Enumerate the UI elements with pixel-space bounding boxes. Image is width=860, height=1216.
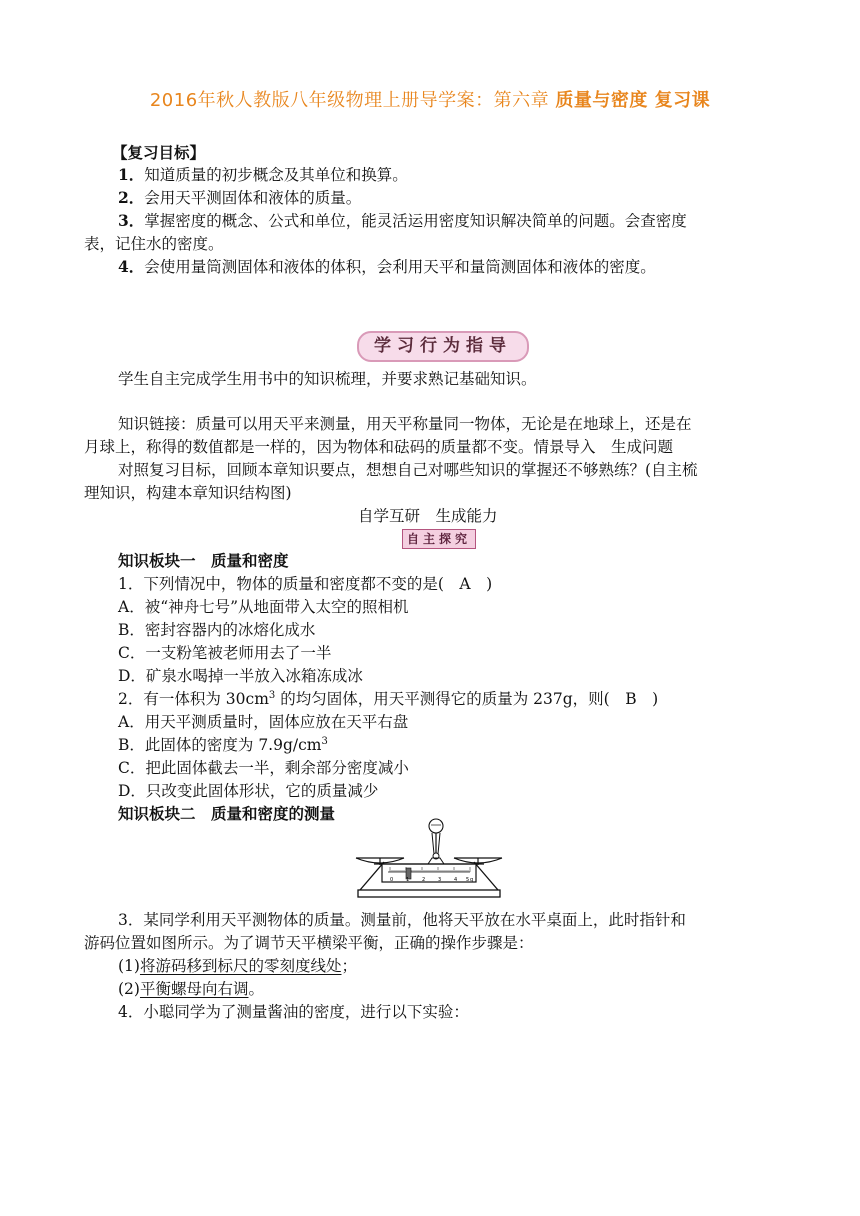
goal-item-2: 2．会用天平测固体和液体的质量。: [118, 188, 362, 207]
scale-tick-2: 2: [422, 877, 426, 883]
guide-link-line-2: 月球上，称得的数值都是一样的，因为物体和砝码的质量都不变。情景导入 生成问题: [84, 438, 674, 456]
guide-review-line-1: 对照复习目标，回顾本章知识要点，想想自己对哪些知识的掌握还不够熟练？(自主梳: [118, 461, 698, 479]
module2-heading: 知识板块二 质量和密度的测量: [118, 805, 336, 823]
question-4-stem: 4．小聪同学为了测量酱油的密度，进行以下实验：: [118, 1003, 469, 1021]
question-3-line-2: 游码位置如图所示。为了调节天平横梁平衡，正确的操作步骤是：: [84, 934, 534, 952]
scale-tick-1: 1: [406, 877, 410, 883]
module1-heading: 知识板块一 质量和密度: [118, 552, 289, 570]
question-3-step-2: (2)平衡螺母向右调。: [118, 980, 264, 998]
study-guide-banner: 学习行为指导: [357, 331, 529, 362]
question-1-option-a: A．被“神舟七号”从地面带入太空的照相机: [118, 598, 409, 616]
question-2-option-b: B．此固体的密度为 $7.9g/cm^3$: [118, 735, 328, 754]
question-1-option-c: C．一支粉笔被老师用去了一半: [118, 644, 332, 662]
balance-scale-figure: [354, 818, 504, 902]
scale-unit: g: [470, 877, 474, 883]
scale-tick-3: 3: [438, 877, 442, 883]
question-2-option-d: D．只改变此固体形状，它的质量减少: [118, 782, 379, 800]
question-1-option-d: D．矿泉水喝掉一半放入冰箱冻成冰: [118, 667, 363, 685]
self-explore-tag: 自主探究: [402, 529, 476, 549]
goal-item-4: 4．会使用量筒测固体和液体的体积，会利用天平和量筒测固体和液体的密度。: [118, 257, 656, 276]
scale-tick-5: 5: [466, 877, 470, 883]
question-1-stem: 1．下列情况中，物体的质量和密度都不变的是( A ): [118, 575, 493, 593]
question-1-option-b: B．密封容器内的冰熔化成水: [118, 621, 316, 639]
section-heading: 自学互研 生成能力: [358, 507, 498, 525]
question-2-option-a: A．用天平测质量时，固体应放在天平右盘: [118, 713, 409, 731]
document-title: 2016年秋人教版八年级物理上册导学案：第六章 质量与密度 复习课: [149, 90, 711, 111]
scale-tick-0: 0: [390, 877, 394, 883]
goals-heading: 【复习目标】: [112, 144, 206, 162]
question-2-option-c: C．把此固体截去一半，剩余部分密度减小: [118, 759, 409, 777]
goal-item-3-cont: 表，记住水的密度。: [84, 235, 224, 253]
guide-link-line-1: 知识链接：质量可以用天平来测量，用天平称量同一物体，无论是在地球上，还是在: [118, 415, 692, 433]
scale-tick-4: 4: [454, 877, 458, 883]
question-3-line-1: 3．某同学利用天平测物体的质量。测量前，他将天平放在水平桌面上，此时指针和: [118, 911, 686, 929]
goal-item-3: 3．掌握密度的概念、公式和单位，能灵活运用密度知识解决简单的问题。会查密度: [118, 211, 687, 230]
question-2-stem: 2．有一体积为 $30cm^3$ 的均匀固体，用天平测得它的质量为 237g，则( B ): [118, 689, 659, 708]
guide-paragraph-1: 学生自主完成学生用书中的知识梳理，并要求熟记基础知识。: [118, 370, 537, 388]
question-3-step-1: (1)将游码移到标尺的零刻度线处；: [118, 957, 357, 975]
guide-review-line-2: 理知识，构建本章知识结构图): [84, 484, 292, 502]
goal-item-1: 1．知道质量的初步概念及其单位和换算。: [118, 165, 408, 184]
